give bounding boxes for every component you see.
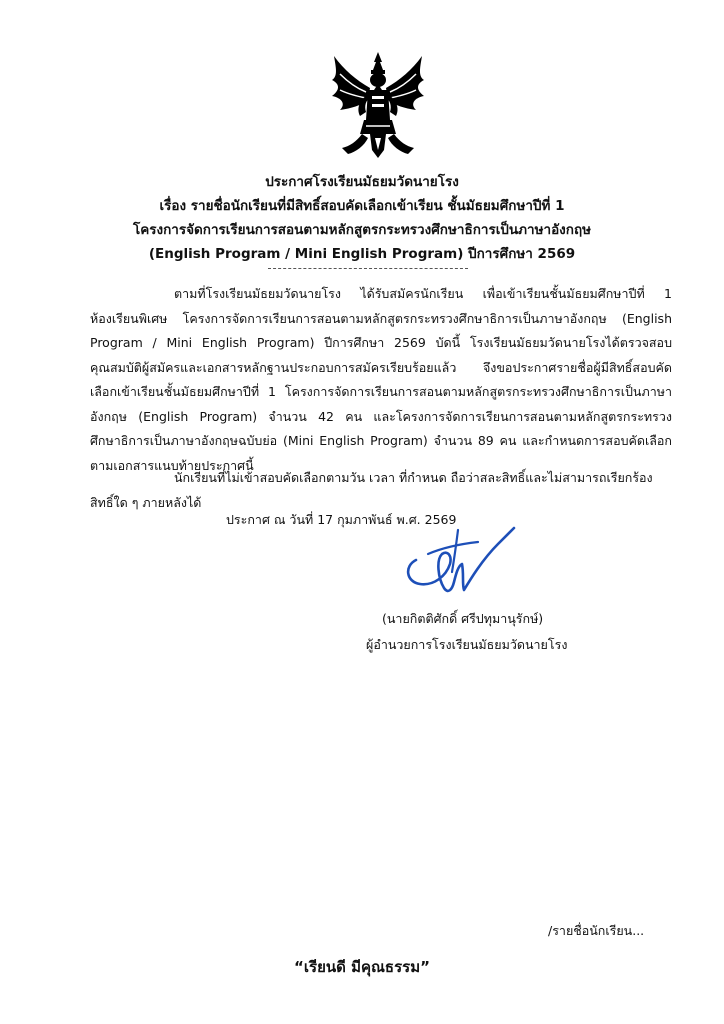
body-paragraph-1: ตามที่โรงเรียนมัธยมวัดนายโรง ได้รับสมัครนักเรียน เพื่อเข้าเรียนชั้นมัธยมศึกษาปีที่ 1 ห้องเรียนพิเศษ โครงการจัดการเรียนการสอนตามหลักสูตรกระทรวงศึกษาธิการเป็นภาษาอังกฤษ (English Program / Mini English Program) ปีการศึกษา 2569 บัดนี้ โรงเรียนมัธยมวัดนายโรงได้ตรวจสอบคุณสมบัติผู้สมัครและเอกสารหลักฐานประกอบการสมัครเรียบร้อยแล้ว จึงขอประกาศรายชื่อผู้มีสิทธิ์สอบคัดเลือกเข้าเรียนชั้นมัธยมศึกษาปีที่ 1 โครงการจัดการเรียนการสอนตามหลักสูตรกระทรวงศึกษาธิการเป็นภาษาอังกฤษ (English Program) จำนวน 42 คน และโครงการจัดการเรียนการสอนตามหลักสูตรกระทรวงศึกษาธิการเป็นภาษาอังกฤษฉบับย่อ (Mini English Program) จำนวน 89 คน และกำหนดการสอบคัดเลือกตามเอกสารแนบท้ายประกาศนี้ bbox=[90, 286, 672, 473]
announcement-subject: เรื่อง รายชื่อนักเรียนที่มีสิทธิ์สอบคัดเลือกเข้าเรียน ชั้นมัธยมศึกษาปีที่ 1 bbox=[159, 198, 565, 214]
continued-note: /รายชื่อนักเรียน... bbox=[548, 923, 645, 938]
announcement-date: ประกาศ ณ วันที่ 17 กุมภาพันธ์ พ.ศ. 2569 bbox=[226, 512, 457, 527]
header-divider bbox=[268, 268, 468, 269]
announcement-title: ประกาศโรงเรียนมัธยมวัดนายโรง bbox=[265, 174, 459, 190]
body-paragraph-2: นักเรียนที่ไม่เข้าสอบคัดเลือกตามวัน เวลา ที่กำหนด ถือว่าสละสิทธิ์และไม่สามารถเรียกร้องสิทธิ์ใด ๆ ภายหลังได้ bbox=[90, 470, 653, 510]
signer-name: (นายกิตติศักดิ์ ศรีปทุมานุรักษ์) bbox=[382, 611, 544, 626]
school-motto: “เรียนดี มีคุณธรรม” bbox=[294, 958, 430, 976]
signer-title: ผู้อำนวยการโรงเรียนมัธยมวัดนายโรง bbox=[366, 637, 568, 652]
announcement-header bbox=[60, 170, 664, 266]
garuda-emblem-icon bbox=[326, 50, 430, 160]
program-name: โครงการจัดการเรียนการสอนตามหลักสูตรกระทรวงศึกษาธิการเป็นภาษาอังกฤษ bbox=[132, 222, 592, 238]
signature-icon bbox=[398, 520, 518, 600]
program-year: (English Program / Mini English Program) ปีการศึกษา 2569 bbox=[148, 246, 576, 262]
